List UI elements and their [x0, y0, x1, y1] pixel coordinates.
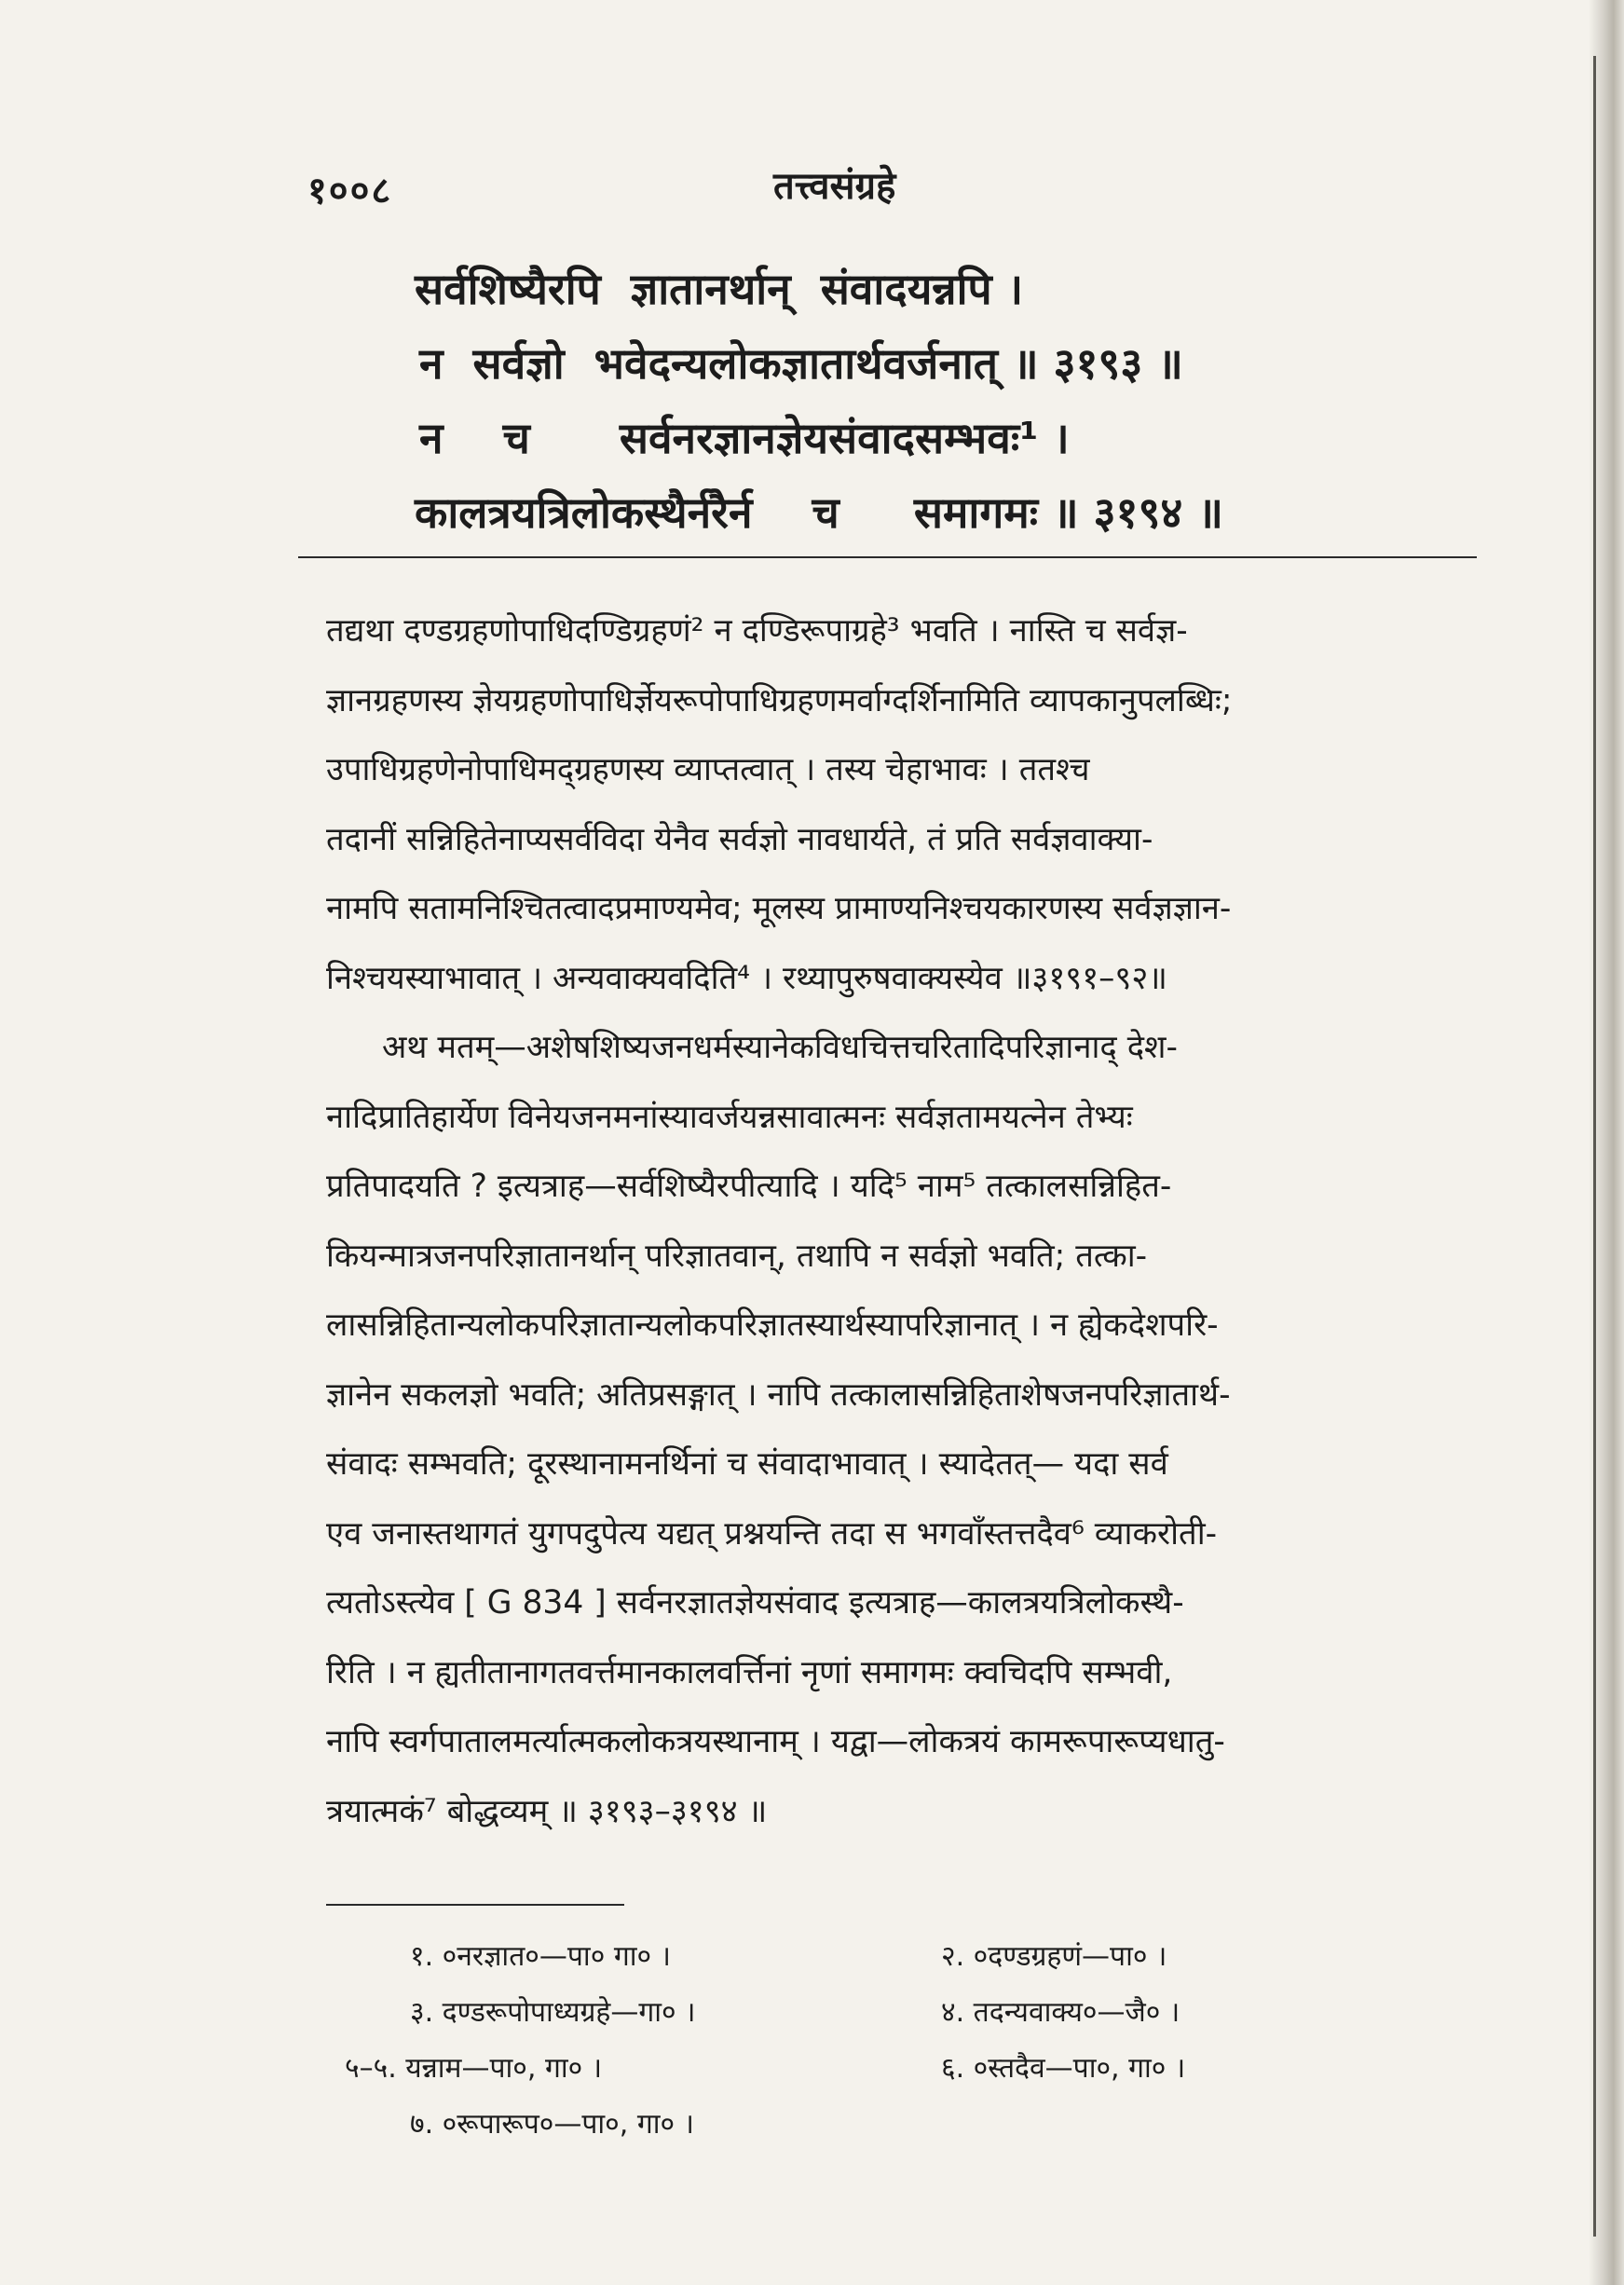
footnote-item: ४. तदन्यवाक्य०—जै० ।: [941, 1996, 1180, 2029]
commentary-line: त्यतोऽस्त्येव [ G 834 ] सर्वनरज्ञातज्ञेयसंवाद इत्यत्राह—कालत्रयत्रिलोकस्थै-: [326, 1584, 1184, 1621]
page-number: १००८: [307, 170, 393, 212]
footnote-item: १. ०नरज्ञात०—पा० गा० ।: [410, 1940, 672, 1973]
footnote-item: २. ०दण्डग्रहणं—पा० ।: [941, 1940, 1167, 1973]
commentary-line: प्रतिपादयति ? इत्यत्राह—सर्वशिष्यैरपीत्यादि । यदि⁵ नाम⁵ तत्कालसन्निहित-: [326, 1168, 1172, 1205]
commentary-line: तद्यथा दण्डग्रहणोपाधिदण्डिग्रहणं² न दण्डिरूपाग्रहे³ भवति । नास्ति च सर्वज्ञ-: [326, 612, 1188, 650]
commentary-line: नामपि सतामनिश्चितत्वादप्रमाण्यमेव; मूलस्य प्रामाण्यनिश्चयकारणस्य सर्वज्ञज्ञान-: [326, 890, 1232, 927]
footnote-row: [345, 1985, 1370, 2041]
footnote-separator-rule: [326, 1904, 624, 1906]
commentary-line: ज्ञानेन सकलज्ञो भवति; अतिप्रसङ्गात् । नापि तत्कालासन्निहिताशेषजनपरिज्ञातार्थ-: [326, 1375, 1231, 1414]
commentary-line: त्रयात्मकं⁷ बोद्धव्यम् ॥ ३१९३–३१९४ ॥: [326, 1792, 768, 1830]
commentary-line: ज्ञानग्रहणस्य ज्ञेयग्रहणोपाधिर्ज्ञेयरूपोपाधिग्रहणमर्वाग्दर्शिनामिति व्यापकानुपलब्धिः;: [326, 681, 1233, 719]
footnotes-block: [345, 1929, 1370, 2153]
commentary-line: निश्चयस्याभावात् । अन्यवाक्यवदिति⁴ । रथ्यापुरुषवाक्यस्येव ॥३१९१–९२॥: [326, 959, 1167, 997]
commentary-line: नादिप्रातिहार्येण विनेयजनमनांस्यावर्जयन्नसावात्मनः सर्वज्ञतामयत्नेन तेभ्यः: [326, 1098, 1133, 1136]
footnote-item: ३. दण्डरूपोपाध्यग्रहे—गा० ।: [410, 1996, 696, 2029]
commentary-line: रिति । न ह्यतीतानागतवर्त्तमानकालवर्त्तिनां नृणां समागमः क्वचिदपि सम्भवी,: [326, 1653, 1173, 1691]
commentary-line: कियन्मात्रजनपरिज्ञातानर्थान् परिज्ञातवान्, तथापि न सर्वज्ञो भवति; तत्का-: [326, 1237, 1148, 1275]
footnote-item: ६. ०स्तदैव—पा०, गा० ।: [941, 2052, 1186, 2085]
commentary-line: लासन्निहितान्यलोकपरिज्ञातान्यलोकपरिज्ञातस्यार्थस्यापरिज्ञानात् । न ह्येकदेशपरि-: [326, 1307, 1219, 1344]
verse-separator-rule: [298, 556, 1477, 558]
commentary-line: संवादः सम्भवति; दूरस्थानामनर्थिनां च संवादाभावात् । स्यादेतत्— यदा सर्व: [326, 1445, 1168, 1483]
verse-line: सर्वशिष्यैरपि ज्ञातानर्थान् संवादयन्नपि ।: [415, 264, 1024, 314]
commentary-block: [326, 596, 1491, 1846]
commentary-line: अथ मतम्—अशेषशिष्यजनधर्मस्यानेकविधचित्तचरितादिपरिज्ञानाद् देश-: [382, 1029, 1178, 1066]
footnote-row: [345, 1929, 1370, 1985]
verse-line: न च सर्वनरज्ञानज्ञेयसंवादसम्भवः¹ ।: [419, 413, 1070, 463]
footnote-item: ७. ०रूपारूप०—पा०, गा० ।: [410, 2108, 694, 2141]
footnote-row: [345, 2041, 1370, 2097]
commentary-line: एव जनास्तथागतं युगपदुपेत्य यद्यत् प्रश्नयन्ति तदा स भगवाँस्तत्तदैव⁶ व्याकरोती-: [326, 1514, 1218, 1553]
page-edge-line: [1593, 56, 1596, 2237]
verse-line: कालत्रयत्रिलोकस्थैर्नरैर्न च समागमः ॥ ३१९४ ॥: [415, 487, 1223, 538]
commentary-line: उपाधिग्रहणेनोपाधिमद्ग्रहणस्य व्याप्तत्वात् । तस्य चेहाभावः । ततश्च: [326, 751, 1090, 788]
verse-line: न सर्वज्ञो भवेदन्यलोकज्ञातार्थवर्जनात् ॥ ३१९३ ॥: [419, 338, 1183, 389]
footnote-row: [345, 2097, 1370, 2153]
commentary-line: तदानीं सन्निहितेनाप्यसर्वविदा येनैव सर्वज्ञो नावधार्यते, तं प्रति सर्वज्ञवाक्या-: [326, 820, 1153, 858]
commentary-line: नापि स्वर्गपातालमर्त्यात्मकलोकत्रयस्थानाम् । यद्वा—लोकत्रयं कामरूपारूप्यधातु-: [326, 1723, 1225, 1760]
footnote-item: ५–५. यन्नाम—पा०, गा० ।: [345, 2052, 603, 2085]
verse-block: [415, 252, 1486, 550]
running-head: तत्त्वसंग्रहे: [773, 165, 896, 208]
